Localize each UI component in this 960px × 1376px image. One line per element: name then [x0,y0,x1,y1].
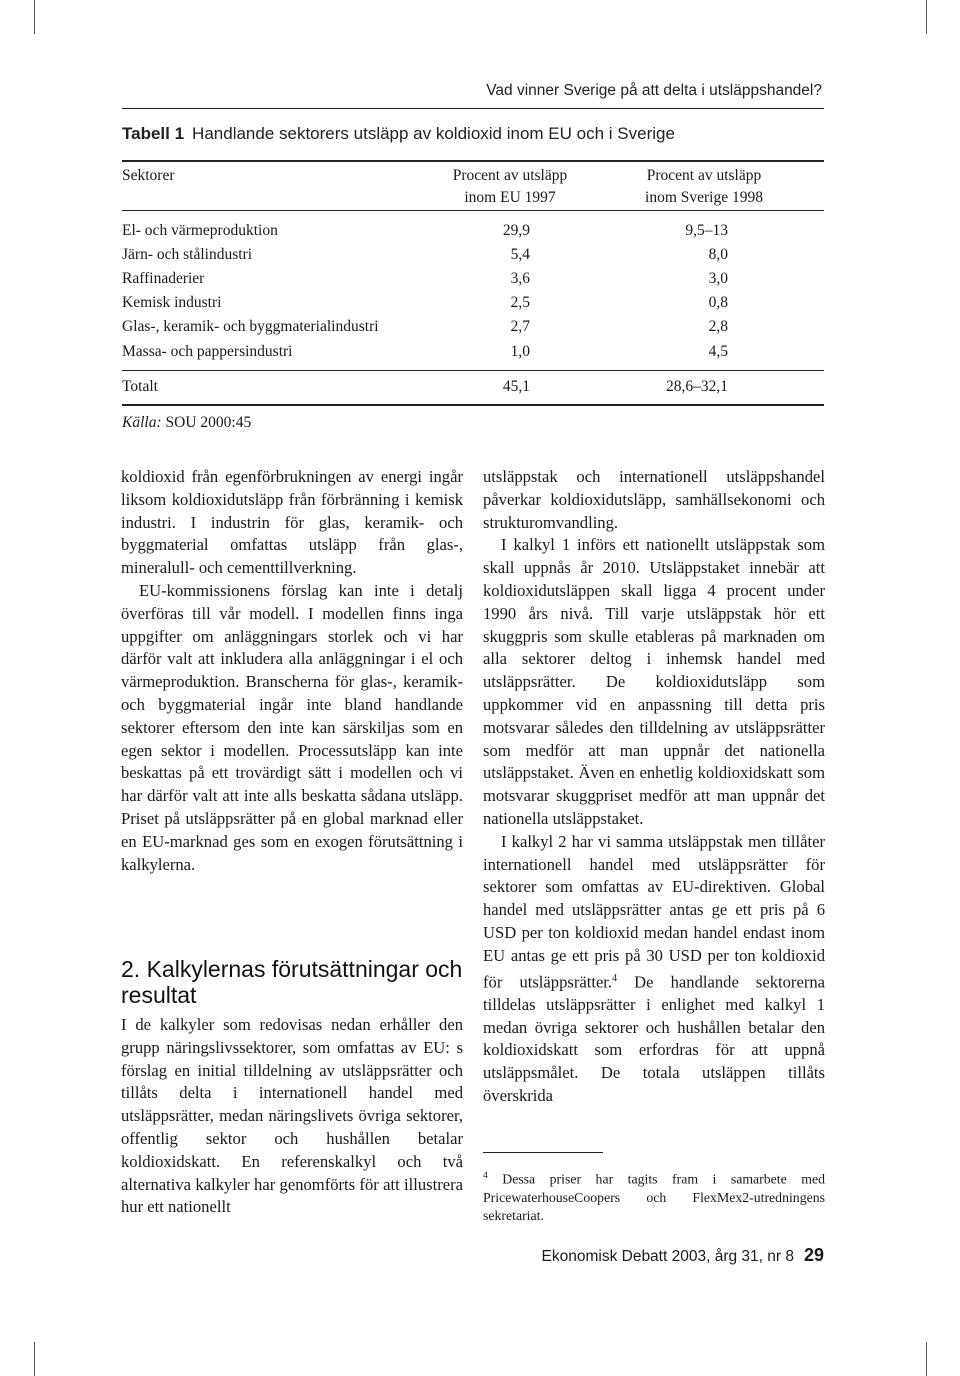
right-paragraph-1: utsläppstak och internationell utsläppshandel påverkar koldioxidutsläpp, samhällsekonomi och strukturomvandling. [483,467,825,532]
right-paragraph-3 [483,831,825,1108]
table-label: Tabell 1 [122,124,185,143]
crop-mark-top-right [926,0,927,34]
source-value: SOU 2000:45 [165,414,252,431]
table-caption: Handlande sektorers utsläpp av koldioxid inom EU och i Sverige [192,124,675,143]
table-source [122,414,251,432]
journal-citation: Ekonomisk Debatt 2003, årg 31, nr 8 [541,1248,794,1265]
header-eu-line1: Procent av utsläpp [452,167,568,184]
crop-mark-top-left [34,0,35,34]
table-row [0,341,960,363]
table-row [0,268,960,290]
cell-eu: 29,9 [502,222,530,239]
crop-mark-bottom-right [926,1342,927,1376]
right-paragraph-2: I kalkyl 1 införs ett nationellt utsläppstak som skall uppnås år 2010. Utsläppstaket innebär att koldioxidutsläppen skall ligga 4 procent under 1990 års nivå. Till varje utsläppstak hör ett skuggpris som skulle etableras på marknaden om alla sektorer deltog i inhemsk handel med utsläppsrätter. De koldioxidutsläpp som uppkommer vid en anpassning till detta pris motsvarar således den tilldelning av utsläppsrätter som medför att man uppnår det nationella utsläppstaket. Även en enhetlig koldioxidskatt som motsvarar skuggpriset medför att man uppnår det nationella utsläppstaket. [483,535,825,828]
cell-se: 3,0 [708,270,728,287]
cell-se: 9,5–13 [685,222,728,239]
page-footer [480,1245,824,1266]
section-paragraph-1: I de kalkyler som redovisas nedan erhåller den grupp näringslivssektorer, som omfattas av EU: s förslag en initial tilldelning av utsläppsrätter och tillåts delta i internationell handel med utsläppsrätter, medan näringslivets övriga sektorer, offentlig sektor och hushållen betalar koldioxidskatt. En referenskalkyl och två alternativa kalkyler har genomförts för att illustrera hur ett nationellt [121,1015,463,1217]
cell-sector: El- och värmeproduktion [122,222,278,239]
cell-sector: Järn- och stålindustri [122,246,253,263]
cell-eu: 1,0 [510,343,530,360]
cell-sector: Kemisk industri [122,294,222,311]
left-paragraph-1: koldioxid från egenförbrukningen av energi ingår liksom koldioxidutsläpp från förbränning i kemisk industri. I industrin för glas, keramik- och byggmaterial omfattas utsläpp från glas-, mineralull- och cementtillverkning. [121,467,463,578]
right-column [483,466,825,1108]
page-number: 29 [803,1245,824,1265]
running-head-rule [122,108,824,109]
cell-eu: 5,4 [510,246,530,263]
cell-sector: Massa- och pappersindustri [122,343,293,360]
header-se-line2: inom Sverige 1998 [645,189,763,206]
table-total-row [0,376,960,398]
section-heading: 2. Kalkylernas förutsättningar och resultat [121,956,463,1008]
right-paragraph-3b: De handlande sektorerna tilldelas utsläppsrätter i enlighet med kalkyl 1 medan övriga sektorer och hushållen betalar den koldioxidskatt som erfordras för att uppnå utsläppsmålet. De totala utsläppen tillåts överskrida [483,972,826,1106]
header-se [614,165,794,209]
right-paragraph-3a: I kalkyl 2 har vi samma utsläppstak men tillåter internationell handel med utsläppsrätter för sektorer som omfattas av EU-direktiven. Global handel med utsläppsrätter antas ge ett pris på 6 USD per ton koldioxid medan handel endast inom EU antas ge ett pris på 30 USD per ton koldioxid för utsläppsrätter. [483,831,825,992]
table-row [0,244,960,266]
cell-eu: 2,5 [510,294,530,311]
cell-se: 2,8 [708,318,728,335]
table-row [0,316,960,338]
table-bottom-rule [122,404,824,406]
total-label: Totalt [122,378,158,395]
cell-sector: Raffinaderier [122,270,205,287]
cell-eu: 2,7 [510,318,530,335]
footnote-text: Dessa priser har tagits fram i samarbete med PricewaterhouseCoopers och FlexMex2-utredningens sekretariat. [483,1171,825,1223]
left-paragraph-2: EU-kommissionens förslag kan inte i detalj överföras till vår modell. I modellen finns inga uppgifter om anläggningars storlek och vi har därför valt att inkludera alla anläggningar i el och värmeproduktion. Branscherna för glas-, keramik- och byggmaterial ingår inte bland handlande sektorer eftersom den inte kan särskiljas som en egen sektor i modellen. Processutsläpp kan inte beskattas på ett trovärdigt sätt i modellen och vi har därför valt att inte alls beskatta sådana utsläpp. Priset på utsläppsrätter på en global marknad eller en EU-marknad ges som en exogen förutsättning i kalkylerna. [121,580,463,874]
header-se-line1: Procent av utsläpp [646,167,762,184]
header-sector: Sektorer [122,167,175,184]
table-top-rule [122,160,824,162]
running-head: Vad vinner Sverige på att delta i utsläppshandel? [486,82,822,99]
source-label: Källa: [122,414,162,431]
total-eu: 45,1 [502,378,530,395]
header-rule [122,210,824,211]
header-eu-line2: inom EU 1997 [464,189,556,206]
footnote-number: 4 [483,1171,488,1181]
footnote [483,1167,825,1225]
cell-se: 0,8 [708,294,728,311]
total-se: 28,6–32,1 [666,378,728,395]
table-title [122,124,675,144]
cell-se: 8,0 [708,246,728,263]
table-row [0,220,960,242]
cell-eu: 3,6 [510,270,530,287]
table-row [0,292,960,314]
footnote-rule [483,1152,603,1153]
total-rule [122,370,824,371]
cell-sector: Glas-, keramik- och byggmaterialindustri [122,318,379,335]
header-eu [420,165,600,209]
crop-mark-bottom-left [34,1342,35,1376]
footnote-ref: 4 [612,972,618,984]
cell-se: 4,5 [708,343,728,360]
left-column [121,466,463,876]
